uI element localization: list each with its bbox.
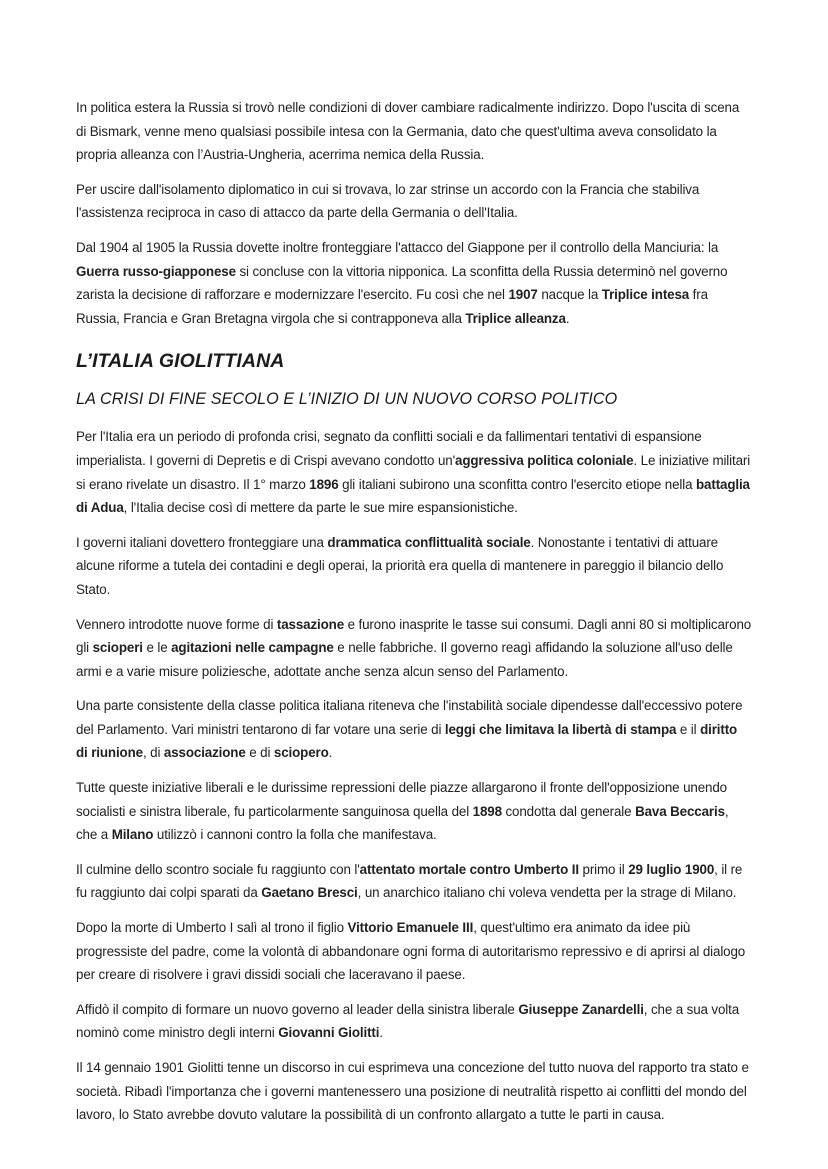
body-text: , un anarchico italiano chi voleva vendetta per la strage di Milano.: [357, 885, 737, 901]
body-text: Il 14 gennaio 1901 Giolitti tenne un discorso in cui esprimeva una concezione del tutto nuova del rapporto tra stato e società. Ribadì l'importanza che i governi mantenessero una posizione di neutralità rispetto ai conflitti del mondo del lavoro, lo Stato avrebbe dovuto valutare la possibilità di un confronto allargato a tutte le parti in causa.: [76, 1060, 749, 1123]
body-text: si concluse con la vittoria nipponica. La sconfitta della Russia determinò nel governo zarista la decisione di rafforzare e modernizzare l'esercito. Fu così che nel: [76, 263, 728, 303]
paragraph-profonda-crisi: [76, 425, 752, 519]
body-text: primo il: [578, 861, 629, 877]
body-text: Per uscire dall'isolamento diplomatico in cui si trovava, lo zar strinse un accordo con la Francia che stabiliva l'assistenza reciproca in caso di attacco da parte della Germania o dell'Italia.: [76, 181, 700, 221]
body-text: e le: [142, 640, 172, 656]
body-text: e furono inasprite le tasse sui consumi. Dagli anni 80 si moltiplicarono gli: [76, 616, 752, 656]
body-text: Vennero introdotte nuove forme di: [76, 616, 277, 632]
body-text: , il re fu raggiunto dai colpi sparati da: [76, 861, 743, 901]
body-text: I governi italiani dovettero fronteggiare una: [76, 534, 328, 550]
body-text: utilizzò i cannoni contro la folla che manifestava.: [153, 827, 437, 843]
body-text: Affidò il compito di formare un nuovo governo al leader della sinistra liberale: [76, 1001, 519, 1017]
emphasis-text: Milano: [111, 827, 154, 843]
body-text: e il: [676, 721, 701, 737]
body-text: Dopo la morte di Umberto I salì al trono il figlio: [76, 920, 348, 936]
body-text: condotta dal generale: [501, 803, 636, 819]
body-text: fra Russia, Francia e Gran Bretagna virgola che si contrapponeva alla: [76, 287, 708, 326]
heading-crisi-fine-secolo: LA CRISI DI FINE SECOLO E L’INIZIO DI UN NUOVO CORSO POLITICO: [76, 390, 618, 409]
emphasis-text: attentato mortale contro Umberto II: [359, 861, 579, 877]
body-text: .: [379, 1025, 383, 1041]
body-text: , l'Italia decise così di mettere da parte le sue mire espansionistiche.: [123, 500, 518, 516]
body-text: .: [328, 745, 333, 761]
body-text: nacque la: [537, 287, 602, 303]
emphasis-text: battaglia di Adua: [76, 476, 750, 516]
body-text: .: [565, 310, 570, 326]
body-text: In politica estera la Russia si trovò nelle condizioni di dover cambiare radicalmente indirizzo. Dopo l'uscita di scena di Bismark, venne meno qualsiasi possibile intesa con la Germania, dato che quest'ultima aveva consolidato la propria alleanza con l’Austria-Ungheria, acerrima nemica della Russia.: [76, 100, 740, 163]
document-body: [76, 96, 752, 1127]
body-text: Il culmine dello scontro sociale fu raggiunto con l': [76, 861, 360, 877]
emphasis-text: Triplice intesa: [601, 287, 690, 303]
emphasis-text: 1896: [309, 476, 339, 492]
body-text: , che a sua volta nominò come ministro degli interni: [76, 1001, 740, 1041]
emphasis-text: associazione: [163, 745, 246, 761]
paragraph-politica-estera: [76, 96, 752, 167]
body-text: Dal 1904 al 1905 la Russia dovette inoltre fronteggiare l'attacco del Giappone per il controllo della Manciuria: la: [76, 239, 719, 255]
body-text: Tutte queste iniziative liberali e le durissime repressioni delle piazze allargarono il fronte dell'opposizione unendo socialisti e sinistra liberale, fu particolarmente sanguinosa quella del: [76, 780, 727, 819]
emphasis-text: 29 luglio 1900: [628, 861, 715, 877]
body-text: . Nonostante i tentativi di attuare alcune riforme a tutela dei contadini e degli operai, la priorità era quella di mantenere in pareggio il bilancio dello Stato.: [76, 534, 724, 597]
emphasis-text: Triplice alleanza: [465, 310, 566, 326]
emphasis-text: 1898: [472, 803, 502, 819]
paragraph-repressioni-piazze: [76, 776, 752, 847]
paragraph-guerra-russo-giapponese: [76, 236, 752, 330]
paragraph-discorso-1901: [76, 1056, 752, 1127]
paragraph-conflittualita-sociale: [76, 531, 752, 602]
body-text: . Le iniziative militari si erano rivelate un disastro. Il 1° marzo: [76, 452, 751, 492]
emphasis-text: aggressiva politica coloniale: [455, 452, 634, 468]
emphasis-text: agitazioni nelle campagne: [171, 640, 334, 656]
body-text: e di: [245, 745, 274, 761]
body-text: e nelle fabbriche. Il governo reagì affidando la soluzione all'uso delle armi e a varie misure poliziesche, adottate anche senza alcun senso del Parlamento.: [76, 640, 733, 679]
emphasis-text: diritto di riunione: [76, 721, 738, 761]
emphasis-text: Bava Beccaris: [635, 803, 725, 819]
paragraph-zanardelli-giolitti: [76, 998, 752, 1045]
emphasis-text: leggi che limitava la libertà di stampa: [444, 721, 677, 737]
body-text: , di: [142, 745, 164, 761]
body-text: Una parte consistente della classe politica italiana riteneva che l'instabilità sociale dipendesse dall'eccessivo potere del Parlamento. Vari ministri tentarono di far votare una serie di: [76, 698, 743, 737]
heading-italia-giolittiana: L’ITALIA GIOLITTIANA: [76, 350, 285, 373]
emphasis-text: sciopero: [273, 745, 329, 761]
paragraph-isolamento-diplomatico: [76, 178, 752, 225]
emphasis-text: Vittorio Emanuele III: [347, 920, 474, 936]
body-text: Per l'Italia era un periodo di profonda crisi, segnato da conflitti sociali e da fallimentari tentativi di espansione imperialista. I governi di Depretis e di Crispi avevano condotto un': [76, 429, 702, 468]
paragraph-vittorio-emanuele: [76, 916, 752, 987]
emphasis-text: 1907: [508, 287, 538, 303]
emphasis-text: drammatica conflittualità sociale: [327, 534, 531, 550]
body-text: , quest'ultimo era animato da idee più progressiste del padre, come la volontà di abbandonare ogni forma di autoritarismo repressivo e di aprirsi al dialogo per creare di risolvere i gravi dissidi sociali che laceravano il paese.: [76, 920, 746, 983]
emphasis-text: Gaetano Bresci: [261, 885, 358, 901]
paragraph-tassazione: [76, 613, 752, 684]
body-text: gli italiani subirono una sconfitta contro l'esercito etiope nella: [338, 476, 697, 492]
emphasis-text: Giuseppe Zanardelli: [518, 1001, 644, 1017]
emphasis-text: tassazione: [276, 616, 345, 632]
paragraph-attentato-umberto: [76, 858, 752, 905]
paragraph-potere-parlamento: [76, 694, 752, 765]
body-text: , che a: [76, 803, 729, 843]
emphasis-text: Guerra russo-giapponese: [76, 263, 236, 279]
emphasis-text: Giovanni Giolitti: [278, 1025, 380, 1041]
emphasis-text: scioperi: [92, 640, 143, 656]
